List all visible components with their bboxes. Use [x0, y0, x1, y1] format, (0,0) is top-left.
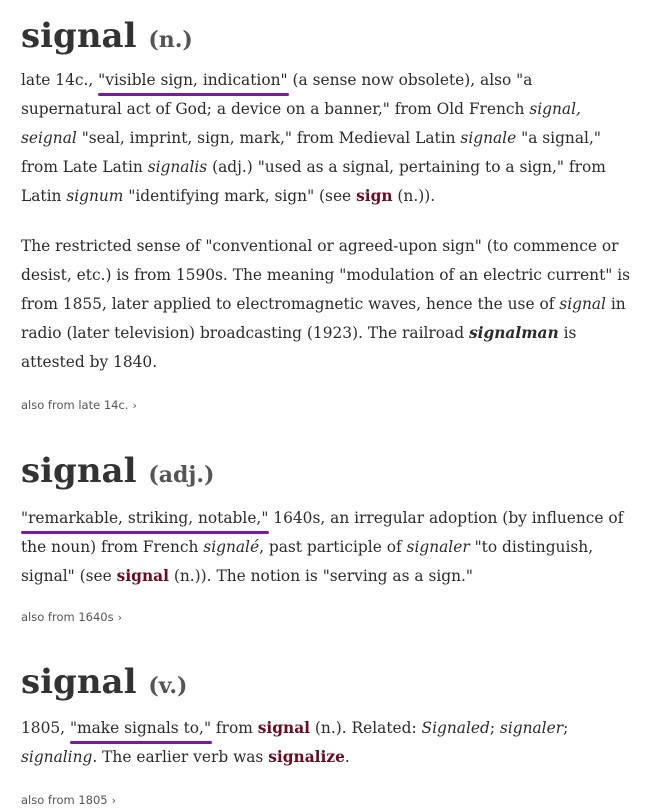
definition-paragraph: [21, 504, 631, 591]
text: "seal, imprint, sign, mark," from Medieval Latin: [76, 129, 461, 147]
text: late 14c.,: [21, 71, 99, 89]
italic-term: signum: [66, 187, 124, 205]
bold-italic-term: signalman: [468, 324, 559, 342]
definition-paragraph: [21, 66, 631, 211]
text: "a signal," from Late Latin: [21, 129, 601, 176]
italic-term: signaler: [499, 719, 564, 737]
definition-paragraph: [21, 714, 631, 772]
also-from-label: also from 1805: [21, 793, 108, 807]
also-from-link[interactable]: [21, 792, 631, 809]
text: (a sense now obsolete), also "a supernatural act of God; a device on a banner," from Old French: [21, 71, 533, 118]
text: "to distinguish, signal" (see: [21, 538, 594, 585]
also-from-link[interactable]: [21, 609, 631, 626]
chevron-right-icon: ›: [111, 794, 117, 807]
text: , past participle of: [259, 538, 407, 556]
italic-term: signaler: [406, 538, 470, 556]
headword: [21, 451, 631, 495]
entry-signal-adjective: [21, 414, 631, 626]
text: ;: [563, 719, 569, 737]
chevron-right-icon: ›: [117, 611, 123, 624]
part-of-speech: (n.): [148, 27, 193, 53]
italic-term: signal: [559, 295, 606, 313]
chevron-right-icon: ›: [132, 399, 137, 412]
highlighted-sense: "visible sign, indication": [98, 71, 288, 89]
highlighted-sense: "make signals to,": [69, 719, 212, 737]
cross-reference-link-sign[interactable]: sign: [356, 187, 393, 205]
entry-signal-verb: [21, 626, 631, 809]
part-of-speech: (adj.): [148, 462, 215, 488]
text: 1640s, an irregular adoption (by influence of the noun) from French: [21, 509, 624, 556]
word: signal: [21, 662, 137, 702]
cross-reference-link-signal[interactable]: signal: [116, 567, 169, 585]
text: 1805,: [21, 719, 70, 737]
text: from: [211, 719, 258, 737]
text: .: [344, 748, 350, 766]
italic-term: signalis: [147, 158, 208, 176]
italic-term: signalé: [203, 538, 260, 556]
text: "identifying mark, sign" (see: [123, 187, 357, 205]
text: is attested by 1840.: [21, 324, 577, 371]
italic-term: Signaled: [421, 719, 490, 737]
italic-term: signal, seignal: [21, 100, 581, 147]
headword: [21, 662, 631, 706]
part-of-speech: (v.): [148, 673, 188, 699]
also-from-link[interactable]: [21, 397, 631, 414]
text: . The earlier verb was: [92, 748, 269, 766]
cross-reference-link-signalize[interactable]: signalize: [268, 748, 345, 766]
text: (n.)). The notion is "serving as a sign.": [168, 567, 474, 585]
also-from-label: also from 1640s: [21, 610, 114, 624]
text: (n.). Related:: [310, 719, 422, 737]
text: The restricted sense of "conventional or agreed-upon sign" (to commence or desist, etc.) is from 1590s. The meaning "modulation of an electric current" is from 1855, later applied to electromagnetic waves, hence the use of: [21, 237, 631, 313]
definition-paragraph: [21, 232, 631, 377]
text: (adj.) "used as a signal, pertaining to a sign," from Latin: [21, 158, 606, 205]
also-from-label: also from late 14c.: [21, 398, 129, 412]
highlighted-sense: "remarkable, striking, notable,": [21, 509, 269, 527]
word: signal: [21, 16, 137, 56]
text: ;: [489, 719, 500, 737]
text: (n.)).: [392, 187, 436, 205]
text: in radio (later television) broadcasting (1923). The railroad: [21, 295, 626, 342]
entry-signal-noun: [21, 0, 631, 414]
headword: [21, 16, 631, 60]
word: signal: [21, 451, 137, 491]
italic-term: signale: [460, 129, 517, 147]
cross-reference-link-signal[interactable]: signal: [257, 719, 311, 737]
italic-term: signaling: [21, 748, 93, 766]
